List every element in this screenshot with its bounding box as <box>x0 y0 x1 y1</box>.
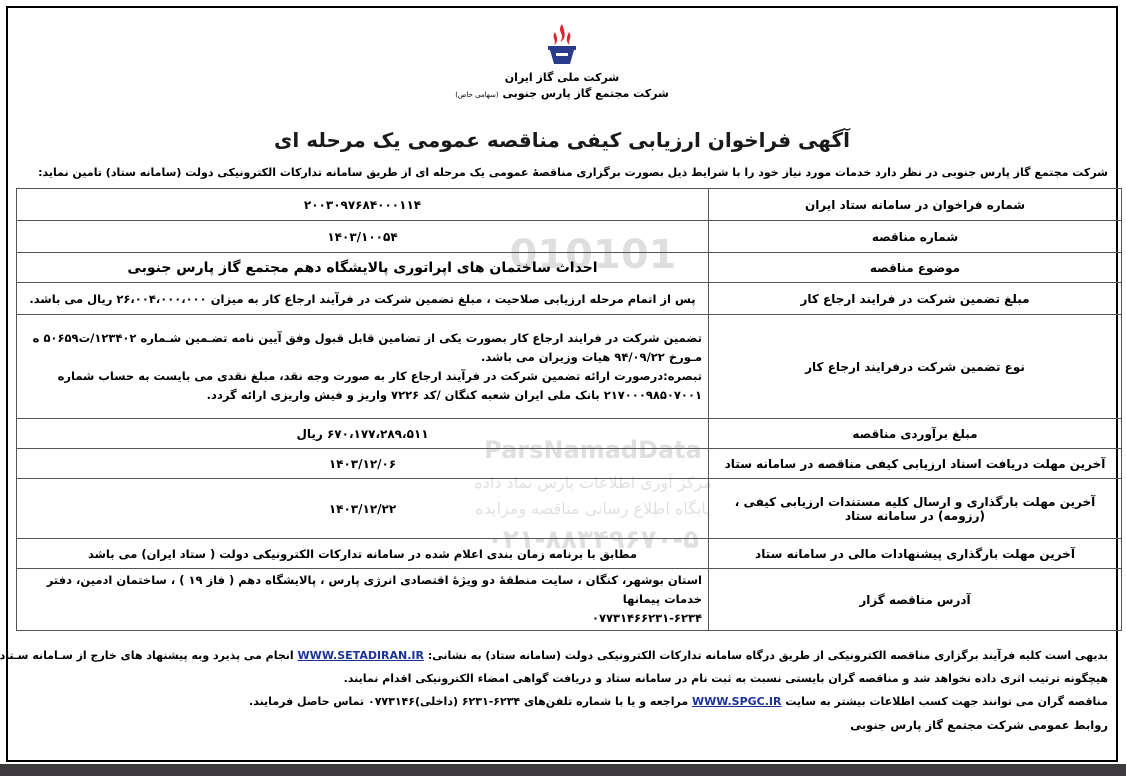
table-row <box>17 419 1122 449</box>
notice-title: آگهی فراخوان ارزیابی کیفی مناقصه عمومی یک مرحله ای <box>274 128 850 152</box>
footer-text: مناقصه گران می توانند جهت کسب اطلاعات بیشتر به سایت <box>785 695 1108 708</box>
watermark-phone: ۰۲۱-۸۸۳۴۹۶۷۰-۵ <box>486 525 700 555</box>
notice-frame <box>0 6 1118 762</box>
call-number-value: ۲۰۰۳۰۹۷۶۸۴۰۰۰۱۱۴ <box>17 189 709 221</box>
upload-deadline-label: آخرین مهلت بارگذاری و ارسال کلیه مستندات ارزیابی کیفی ، (رزومه) در سامانه ستاد <box>709 479 1122 539</box>
footer-text: بدیهی است کلیه فرآیند برگزاری مناقصه الکترونیکی از طریق درگاه سامانه تدارکات الکترونیکی دولت (سامانه ستاد) به نشانی: <box>427 649 1108 662</box>
watermark-line1: مرکز آوری اطلاعات پارس نماد داده <box>474 473 712 492</box>
estimate-value: ۶۷۰،۱۷۷،۲۸۹،۵۱۱ ریال <box>17 419 709 449</box>
call-number-label: شماره فراخوان در سامانه ستاد ایران <box>709 189 1122 221</box>
table-row <box>17 189 1122 221</box>
table-row <box>17 315 1122 419</box>
footer-notes <box>0 644 1108 713</box>
subsidiary-name: شرکت مجتمع گاز پارس جنوبی <box>502 87 669 100</box>
guarantee-type-line2: تبصره:درصورت ارائه تضمین شرکت در فرآیند ارجاع کار به صورت وجه نقد، مبلغ نقدی می بایست به حساب شماره ۲۱۷۰۰۰۹۸۵۰۷۰۰۱ بانک ملی ایران شعبه کنگان /کد ۷۲۲۶ واریز و فیش واریزی ارائه گردد. <box>57 368 702 402</box>
subsidiary-line <box>8 86 1116 103</box>
upload-deadline-value: ۱۴۰۳/۱۲/۲۲ <box>17 479 709 539</box>
watermark-digits: 010101 <box>509 232 677 278</box>
address-line1: استان بوشهر، کنگان ، سایت منطقهٔ دو ویژهٔ اقتصادی انرژی پارس ، پالایشگاه دهم ( فاز ۱۹ ) ، ساختمان ادمین، دفتر خدمات پیمانها <box>46 573 702 606</box>
table-row <box>17 283 1122 315</box>
table-row <box>17 569 1122 631</box>
nigc-flame-logo-icon <box>542 22 582 66</box>
footer-paragraph-3 <box>16 690 1108 713</box>
subject-value: احداث ساختمان های اپراتوری پالایشگاه دهم مجتمع گاز پارس جنوبی <box>17 253 709 283</box>
watermark-brand: ParsNamadData <box>484 436 702 464</box>
doc-deadline-value: ۱۴۰۳/۱۲/۰۶ <box>17 449 709 479</box>
company-name: شرکت ملی گاز ایران <box>504 71 620 84</box>
address-line2: ۰۷۷۳۱۴۶۶۲۳۱-۶۲۳۴ <box>591 611 702 625</box>
guarantee-type-label: نوع تضمین شرکت درفرایند ارجاع کار <box>709 315 1122 419</box>
tender-details-table <box>16 188 1122 631</box>
guarantee-type-cell <box>17 315 709 419</box>
address-label: آدرس مناقصه گزار <box>709 569 1122 631</box>
financial-deadline-label: آخرین مهلت بارگذاری پیشنهادات مالی در سامانه ستاد <box>709 539 1122 569</box>
spgc-link[interactable]: WWW.SPGC.IR <box>691 695 782 708</box>
guarantee-type-line1: تضمین شرکت در فرایند ارجاع کار بصورت یکی از تضامین قابل قبول وفق آیین نامه تضـمین شـماره ۱۲۳۴۰۲/ت۵۰۶۵۹ ه مـورخ ۹۴/۰۹/۲۲ هیات وزیران می باشد. <box>32 330 702 364</box>
header <box>8 22 1116 103</box>
guarantee-amount-value: پس از اتمام مرحله ارزیابی صلاحیت ، مبلغ تضمین شرکت در فرآیند ارجاع کار به میزان ۲۶،۰۰۴،۰۰۰،۰۰۰ ریال می باشد. <box>17 283 709 315</box>
subject-label: موضوع مناقصه <box>709 253 1122 283</box>
financial-deadline-value: مطابق با برنامه زمان بندی اعلام شده در سامانه تدارکات الکترونیکی دولت ( ستاد ایران) می باشد <box>17 539 709 569</box>
tender-number-label: شماره مناقصه <box>709 221 1122 253</box>
footer-paragraph-2: هیچگونه ترتیب اثری داده نخواهد شد و مناقصه گران بایستی نسبت به ثبت نام در سامانه ستاد و دریافت گواهی امضاء الکترونیکی اقدام نمایند. <box>343 672 1108 685</box>
setadiran-link[interactable]: WWW.SETADIRAN.IR <box>297 649 424 662</box>
bottom-bar <box>0 764 1126 776</box>
watermark-line2: پایگاه اطلاع رسانی مناقصه ومزایده <box>475 499 711 518</box>
signature: روابط عمومی شرکت مجتمع گاز پارس جنوبی <box>850 718 1108 732</box>
estimate-label: مبلغ برآوردی مناقصه <box>709 419 1122 449</box>
table-row <box>17 253 1122 283</box>
doc-deadline-label: آخرین مهلت دریافت اسناد ارزیابی کیفی مناقصه در سامانه ستاد <box>709 449 1122 479</box>
subsidiary-note: (سهامی خاص) <box>455 91 499 99</box>
address-cell <box>17 569 709 631</box>
table-row <box>17 449 1122 479</box>
notice-intro: شرکت مجتمع گاز پارس جنوبی در نظر دارد خدمات مورد نیاز خود را با شرایط ذیل بصورت برگزاری مناقصهٔ عمومی یک مرحله ای از طریق سامانه تدارکات الکترونیکی دولت (سامانه ستاد) تامین نماید: <box>38 166 1108 179</box>
footer-text: مراجعه و یا با شماره تلفن‌های ۶۲۳۴-۶۲۳۱ (داخلی)۰۷۷۳۱۴۶ تماس حاصل فرمایند. <box>249 695 689 708</box>
table-row <box>17 479 1122 539</box>
table-row <box>17 539 1122 569</box>
tender-number-value: ۱۴۰۳/۱۰۰۵۴ <box>17 221 709 253</box>
table-row <box>17 221 1122 253</box>
footer-paragraph-1 <box>0 644 1108 667</box>
footer-text: انجام می پذیرد وبه پیشنهاد های خارج از سـامانه سـتاد <box>0 649 294 662</box>
guarantee-amount-label: مبلغ تضمین شرکت در فرایند ارجاع کار <box>709 283 1122 315</box>
